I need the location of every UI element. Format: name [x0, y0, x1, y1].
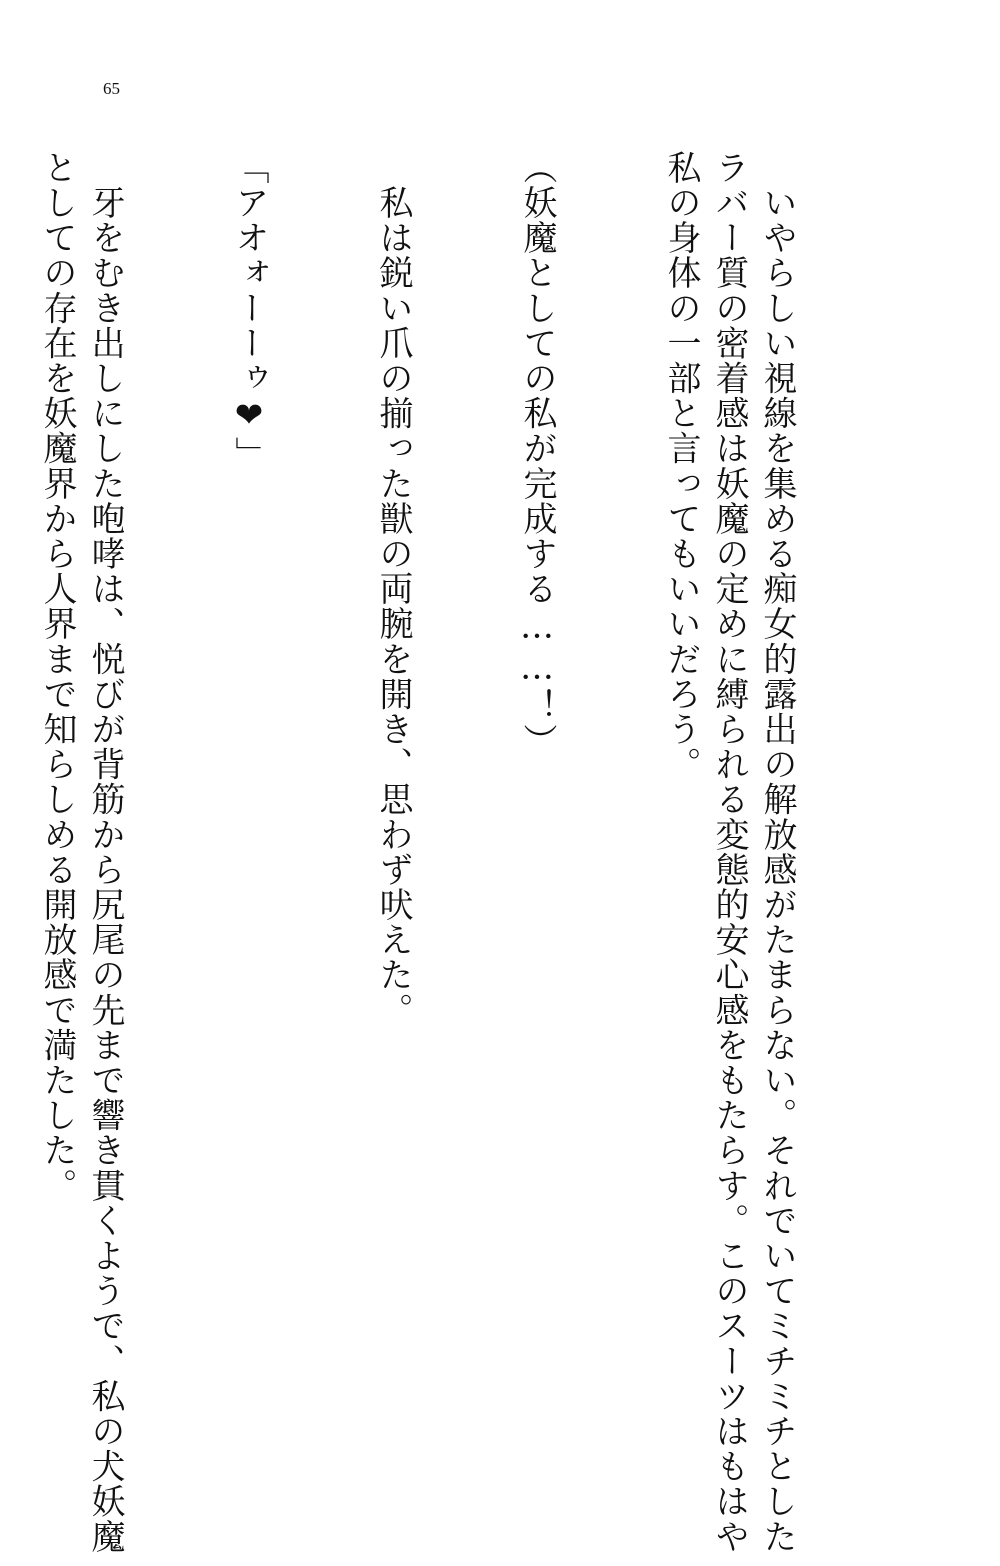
paragraph: 牙をむき出しにした咆哮は、悦びが背筋から尻尾の先まで響き貫くようで、私の犬妖魔 としての存在を妖魔界から人界まで知らしめる開放感で満たした。	[37, 150, 125, 1554]
paragraph: （妖魔としての私が完成する……！）	[517, 150, 557, 759]
paragraph: 私は鋭い爪の揃った獣の両腕を開き、思わず吠えた。	[373, 150, 413, 1028]
page-number: 65	[103, 79, 120, 98]
novel-text-column-block	[37, 150, 897, 1554]
paragraph: 「アオォーーゥ❤」	[229, 150, 269, 472]
paragraph: いやらしい視線を集める痴女的露出の解放感がたまらない。それでいてミチミチとした ラバー質の密着感は妖魔の定めに縛られる変態的安心感をもたらす。このスーツはもはや 私の身体の一部と言ってもいいだろう。	[661, 150, 797, 1554]
